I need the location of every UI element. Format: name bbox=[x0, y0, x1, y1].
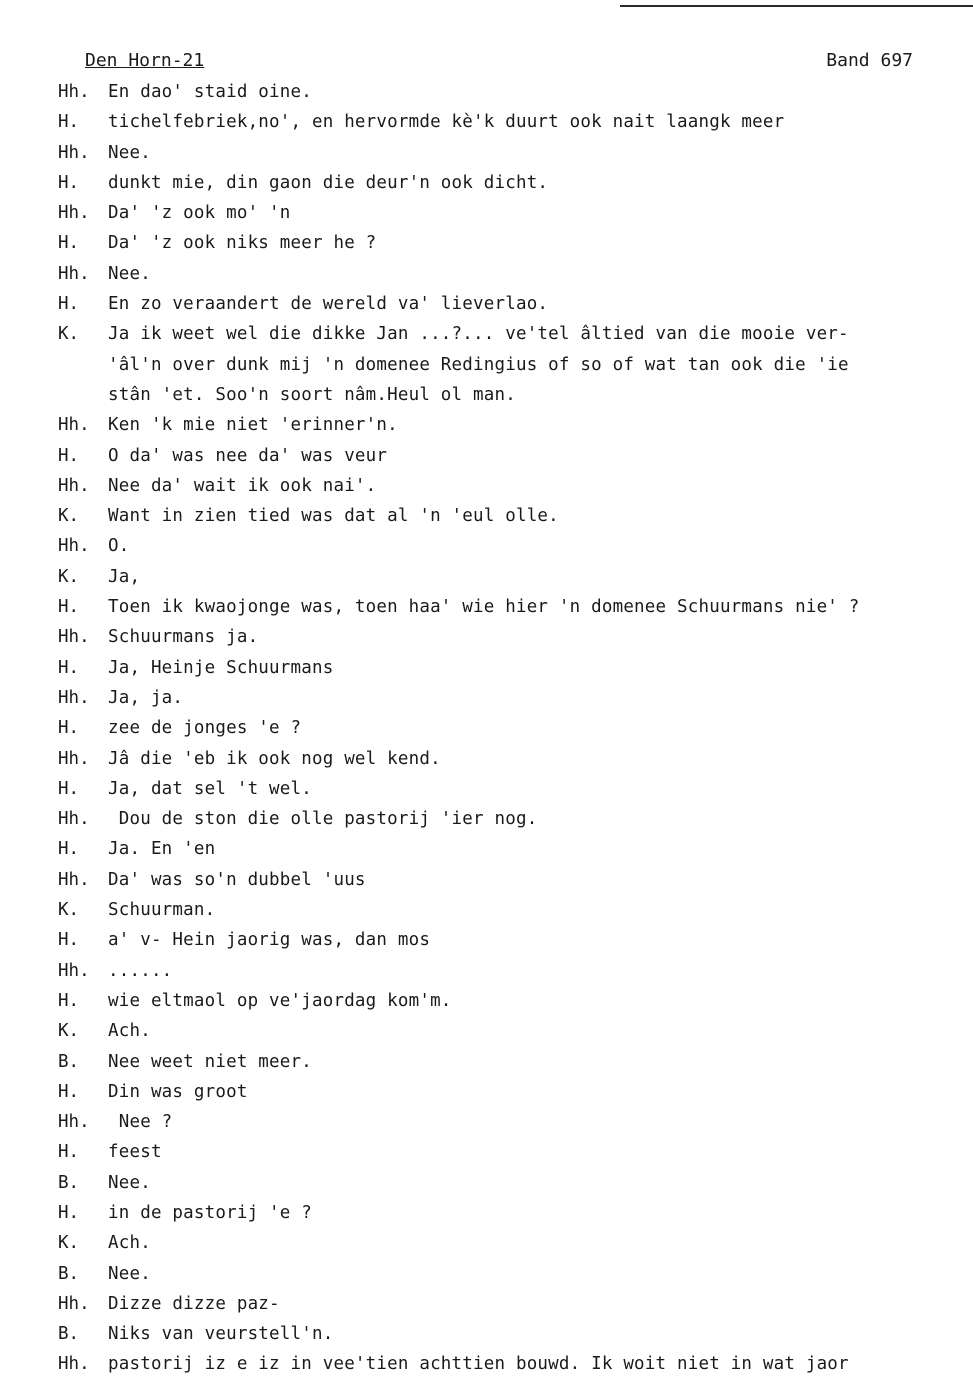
utterance-text: Ja ik weet wel die dikke Jan ...?... ve'tel âltied van die mooie ver- bbox=[108, 324, 849, 345]
tape-number: Band 697 bbox=[826, 50, 913, 71]
transcript-line bbox=[58, 319, 973, 349]
speaker-label: B. bbox=[58, 1172, 80, 1193]
speaker-label: K. bbox=[58, 506, 80, 527]
utterance-text: O da' was nee da' was veur bbox=[108, 445, 388, 466]
speaker-label: H. bbox=[58, 294, 80, 315]
transcript-line bbox=[58, 441, 973, 471]
transcript-line bbox=[58, 774, 973, 804]
utterance-text: Ja, bbox=[108, 566, 141, 587]
utterance-text: dunkt mie, din gaon die deur'n ook dicht. bbox=[108, 172, 549, 193]
utterance-text: Ja, ja. bbox=[108, 687, 184, 708]
transcript-line bbox=[58, 562, 973, 592]
speaker-label: Hh. bbox=[58, 960, 90, 981]
utterance-text: 'âl'n over dunk mij 'n domenee Redingius of so of wat tan ook die 'ie bbox=[108, 354, 849, 375]
utterance-text: En dao' staid oine. bbox=[108, 82, 312, 102]
transcript-line bbox=[58, 1137, 973, 1167]
transcript-line bbox=[58, 1077, 973, 1107]
transcript-line bbox=[58, 138, 973, 168]
speaker-label: B. bbox=[58, 1051, 80, 1072]
transcript-line bbox=[58, 592, 973, 622]
transcript-line bbox=[58, 380, 973, 410]
speaker-label: Hh. bbox=[58, 687, 90, 708]
utterance-text: Ja, dat sel 't wel. bbox=[108, 778, 312, 799]
transcript-line bbox=[58, 1228, 973, 1258]
transcript-line bbox=[58, 834, 973, 864]
utterance-text: Ja. En 'en bbox=[108, 839, 216, 860]
utterance-text: Nee. bbox=[108, 1263, 151, 1284]
utterance-text: tichelfebriek,no', en hervormde kè'k duurt ook nait laangk meer bbox=[108, 112, 785, 133]
transcript-line bbox=[58, 350, 973, 380]
speaker-label: H. bbox=[58, 1142, 80, 1163]
utterance-text: Din was groot bbox=[108, 1081, 248, 1102]
transcript-line bbox=[58, 1047, 973, 1077]
speaker-label: Hh. bbox=[58, 1354, 90, 1375]
speaker-label: H. bbox=[58, 1202, 80, 1223]
transcript-line bbox=[58, 1198, 973, 1228]
speaker-label: H. bbox=[58, 445, 80, 466]
speaker-label: H. bbox=[58, 1081, 80, 1102]
utterance-text: Nee da' wait ik ook nai'. bbox=[108, 475, 377, 496]
transcript-line bbox=[58, 501, 973, 531]
speaker-label: K. bbox=[58, 1233, 80, 1254]
transcript bbox=[58, 77, 973, 1380]
utterance-text: Ach. bbox=[108, 1233, 151, 1254]
utterance-text: Schuurmans ja. bbox=[108, 627, 259, 648]
transcript-line bbox=[58, 713, 973, 743]
transcript-line bbox=[58, 77, 973, 107]
speaker-label: Hh. bbox=[58, 869, 90, 890]
utterance-text: Nee. bbox=[108, 263, 151, 284]
utterance-text: Da' 'z ook niks meer he ? bbox=[108, 233, 377, 254]
transcript-line bbox=[58, 986, 973, 1016]
utterance-text: wie eltmaol op ve'jaordag kom'm. bbox=[108, 990, 452, 1011]
transcript-line bbox=[58, 289, 973, 319]
transcript-line bbox=[58, 653, 973, 683]
speaker-label: Hh. bbox=[58, 1112, 90, 1133]
utterance-text: Jâ die 'eb ik ook nog wel kend. bbox=[108, 748, 441, 769]
speaker-label: B. bbox=[58, 1263, 80, 1284]
transcript-line bbox=[58, 895, 973, 925]
transcript-line bbox=[58, 1107, 973, 1137]
utterance-text: feest bbox=[108, 1142, 162, 1163]
utterance-text: Toen ik kwaojonge was, toen haa' wie hier 'n domenee Schuurmans nie' ? bbox=[108, 597, 860, 618]
transcript-line bbox=[58, 471, 973, 501]
utterance-text: ...... bbox=[108, 960, 173, 981]
transcript-line bbox=[58, 1168, 973, 1198]
utterance-text: in de pastorij 'e ? bbox=[108, 1202, 312, 1223]
transcript-line bbox=[58, 925, 973, 955]
utterance-text: Ja, Heinje Schuurmans bbox=[108, 657, 334, 678]
transcript-line bbox=[58, 956, 973, 986]
transcript-line bbox=[58, 168, 973, 198]
transcript-line bbox=[58, 865, 973, 895]
speaker-label: K. bbox=[58, 566, 80, 587]
speaker-label: Hh. bbox=[58, 415, 90, 436]
speaker-label: K. bbox=[58, 324, 80, 345]
utterance-text: Nee. bbox=[108, 1172, 151, 1193]
speaker-label: H. bbox=[58, 718, 80, 739]
speaker-label: Hh. bbox=[58, 82, 90, 102]
speaker-label: H. bbox=[58, 930, 80, 951]
transcript-line bbox=[58, 1259, 973, 1289]
document-title: Den Horn-21 bbox=[85, 50, 205, 71]
utterance-text: Niks van veurstell'n. bbox=[108, 1324, 334, 1345]
transcript-line bbox=[58, 744, 973, 774]
transcript-line bbox=[58, 1016, 973, 1046]
speaker-label: Hh. bbox=[58, 263, 90, 284]
speaker-label: Hh. bbox=[58, 627, 90, 648]
transcript-line bbox=[58, 1319, 973, 1349]
transcript-line bbox=[58, 259, 973, 289]
speaker-label: H. bbox=[58, 839, 80, 860]
utterance-text: a' v- Hein jaorig was, dan mos bbox=[108, 930, 431, 951]
transcript-line bbox=[58, 804, 973, 834]
transcript-line bbox=[58, 531, 973, 561]
transcript-line bbox=[58, 410, 973, 440]
utterance-text: O. bbox=[108, 536, 130, 557]
speaker-label: H. bbox=[58, 990, 80, 1011]
transcript-line bbox=[58, 107, 973, 137]
utterance-text: stân 'et. Soo'n soort nâm.Heul ol man. bbox=[108, 384, 516, 405]
utterance-text: Want in zien tied was dat al 'n 'eul olle. bbox=[108, 506, 559, 527]
utterance-text: Ken 'k mie niet 'erinner'n. bbox=[108, 415, 398, 436]
speaker-label: B. bbox=[58, 1324, 80, 1345]
utterance-text: En zo veraandert de wereld va' lieverlao. bbox=[108, 294, 549, 315]
speaker-label: Hh. bbox=[58, 475, 90, 496]
utterance-text: Da' was so'n dubbel 'uus bbox=[108, 869, 366, 890]
utterance-text: zee de jonges 'e ? bbox=[108, 718, 302, 739]
utterance-text: Nee weet niet meer. bbox=[108, 1051, 312, 1072]
speaker-label: Hh. bbox=[58, 203, 90, 224]
utterance-text: pastorij iz e iz in vee'tien achttien bouwd. Ik woit niet in wat jaor bbox=[108, 1354, 849, 1375]
transcript-line bbox=[58, 1349, 973, 1379]
utterance-text: Da' 'z ook mo' 'n bbox=[108, 203, 291, 224]
speaker-label: H. bbox=[58, 112, 80, 133]
utterance-text: Nee ? bbox=[108, 1112, 173, 1133]
speaker-label: Hh. bbox=[58, 536, 90, 557]
utterance-text: Nee. bbox=[108, 142, 151, 163]
utterance-text: Ach. bbox=[108, 1021, 151, 1042]
speaker-label: K. bbox=[58, 1021, 80, 1042]
speaker-label: H. bbox=[58, 233, 80, 254]
transcript-line bbox=[58, 683, 973, 713]
speaker-label: H. bbox=[58, 657, 80, 678]
utterance-text: Dou de ston die olle pastorij 'ier nog. bbox=[108, 809, 538, 830]
speaker-label: Hh. bbox=[58, 1293, 90, 1314]
utterance-text: Schuurman. bbox=[108, 900, 216, 921]
speaker-label: K. bbox=[58, 900, 80, 921]
transcript-line bbox=[58, 198, 973, 228]
speaker-label: H. bbox=[58, 172, 80, 193]
speaker-label: Hh. bbox=[58, 748, 90, 769]
speaker-label: Hh. bbox=[58, 142, 90, 163]
speaker-label: H. bbox=[58, 597, 80, 618]
speaker-label: H. bbox=[58, 778, 80, 799]
transcript-line bbox=[58, 622, 973, 652]
speaker-label: Hh. bbox=[58, 809, 90, 830]
transcript-line bbox=[58, 1289, 973, 1319]
transcript-line bbox=[58, 228, 973, 258]
utterance-text: Dizze dizze paz- bbox=[108, 1293, 280, 1314]
top-rule bbox=[620, 5, 973, 7]
